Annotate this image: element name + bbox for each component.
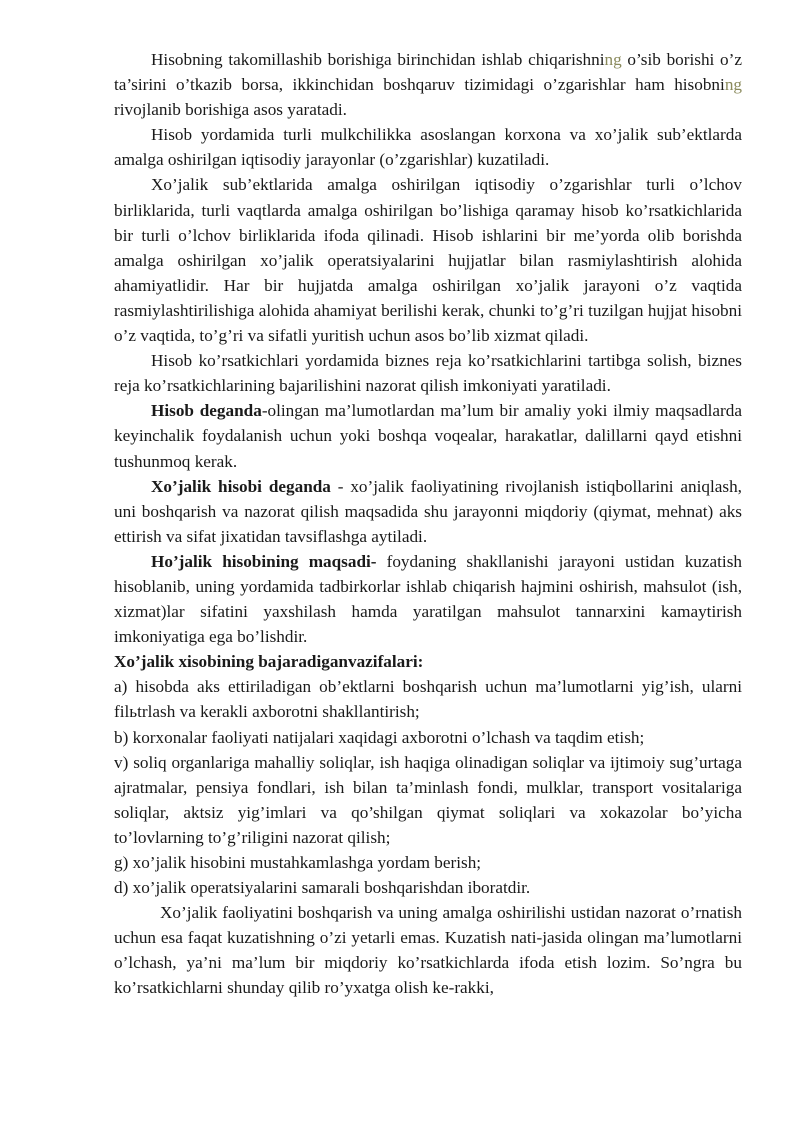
- paragraph-1-text-b: o’sib borishi o’z ta’sirini o’tkazib borsa, ikkinchidan boshqaruv tizimidagi o’zgarishlar ham hisobni: [114, 50, 742, 95]
- term-hisob-deganda: Hisob deganda: [151, 401, 262, 421]
- paragraph-1-highlight-a: ng: [604, 50, 622, 69]
- list-item-d: d) xo’jalik operatsiyalarini samarali boshqarishdan iboratdir.: [114, 878, 531, 898]
- definition-maqsad: [114, 549, 742, 649]
- section-heading-text: Xo’jalik xisobining bajaradiganvazifalari:: [114, 652, 424, 672]
- definition-hisob-text: -olingan ma’lumotlardan ma’lum bir amaliy yoki ilmiy maqsadlarda keyinchalik foydalanish uchun yoki boshqa voqealar, harakatlar, dalillarni qayd etishni tushunmoq kerak.: [114, 401, 742, 471]
- definition-maqsad-text: foydaning shakllanishi jarayoni ustidan kuzatish hisoblanib, uning yordamida tadbirkorlar ishlab chiqarish hajmini oshirish, mahsulot (ish, xizmat)lar sifatini yaxshilash hamda yaratilgan mahsulot tannarxini kamaytirish imkoniyatiga ega bo’lishdir.: [114, 551, 742, 647]
- list-item-g: g) xo’jalik hisobini mustahkamlashga yordam berish;: [114, 853, 482, 872]
- paragraph-4: Hisob ko’rsatkichlari yordamida biznes reja ko’rsatkichlarini tartibga solish, biznes reja ko’rsatkichlarining bajarilishini nazorat qilish imkoniyati yaratiladi.: [114, 351, 742, 396]
- definition-xojalik-hisobi-text: - xo’jalik faoliyatining rivojlanish istiqbollarini aniqlash, uni boshqarish va nazorat qilish maqsadida shu jarayonni miqdoriy (qiymat, mehnat) aks ettirish va sifat jixatidan tavsiflashga aytiladi.: [114, 476, 742, 546]
- term-xojalik-hisobi-deganda: Xo’jalik hisobi deganda: [151, 476, 331, 496]
- paragraph-1-text-a: Hisobning takomillashib borishiga birinchidan ishlab chiqarishni: [151, 50, 605, 69]
- paragraph-1-highlight-b: ng: [724, 75, 742, 95]
- definition-hisob: [114, 398, 742, 473]
- definition-xojalik-hisobi: [114, 474, 742, 549]
- paragraph-3: Xo’jalik sub’ektlarida amalga oshirilgan iqtisodiy o’zgarishlar turli o’lchov birliklarida, turli vaqtlarda amalga oshirilgan bo’lishiga qaramay hisob ko’rsatkichlarida bir turli o’lchov birliklarida ifoda qilinadi. Hisob ishlarini bir me’yorda olib borishda amalga oshirilgan xo’jalik operatsiyalarini hujjatlar bilan rasmiylashtirish alohida ahamiyatlidir. Har bir hujjatda amalga oshirilgan xo’jalik jarayoni o’z vaqtida rasmiylashtirilishiga alohida ahamiyat berilishi kerak, chunki to’g’ri tuzilgan hujjat hisobni o’z vaqtida, to’g’ri va sifatli yuritish uchun asos bo’lib xizmat qiladi.: [114, 175, 742, 346]
- term-hojalik-hisobining-maqsadi: Ho’jalik hisobining maqsadi-: [151, 551, 377, 571]
- paragraph-1-text-c: rivojlanib borishiga asos yaratadi.: [114, 100, 347, 120]
- list-item-a: a) hisobda aks ettiriladigan ob’ektlarni boshqarish uchun ma’lumotlarni yig’ish, ularni filьtrlash va kerakli axborotni shakllantirish;: [114, 677, 742, 722]
- section-heading: [114, 649, 742, 674]
- list-item-v: v) soliq organlariga mahalliy soliqlar, ish haqiga olinadigan soliqlar va ijtimoiy sug’urtaga ajratmalar, pensiya fondlari, ish bilan ta’minlash fondi, mulklar, transport vositalariga soliqlar, aktsiz yig’imlari va qo’shilgan qiymat soliqlari va xokazolar bo’yicha to’lovlarning to’g’riligini nazorat qilish;: [114, 752, 742, 847]
- list-item-b: b) korxonalar faoliyati natijalari xaqidagi axborotni o’lchash va taqdim etish;: [114, 727, 645, 747]
- closing-paragraph: Xo’jalik faoliyatini boshqarish va uning amalga oshirilishi ustidan nazorat o’rnatish uchun esa faqat kuzatishning o’zi yetarli emas. Kuzatish nati-jasida olingan ma’lumotlarni o’lchash, ya’ni ma’lum bir miqdoriy ko’rsatkichlarda ifoda etish lozim. So’ngra bu ko’rsatkichlarni shunday qilib ro’yxatga olish ke-rakki,: [114, 903, 742, 998]
- paragraph-1: [114, 47, 742, 122]
- paragraph-2: Hisob yordamida turli mulkchilikka asoslangan korxona va xo’jalik sub’ektlarda amalga oshirilgan iqtisodiy jarayonlar (o’zgarishlar) kuzatiladi.: [114, 125, 742, 170]
